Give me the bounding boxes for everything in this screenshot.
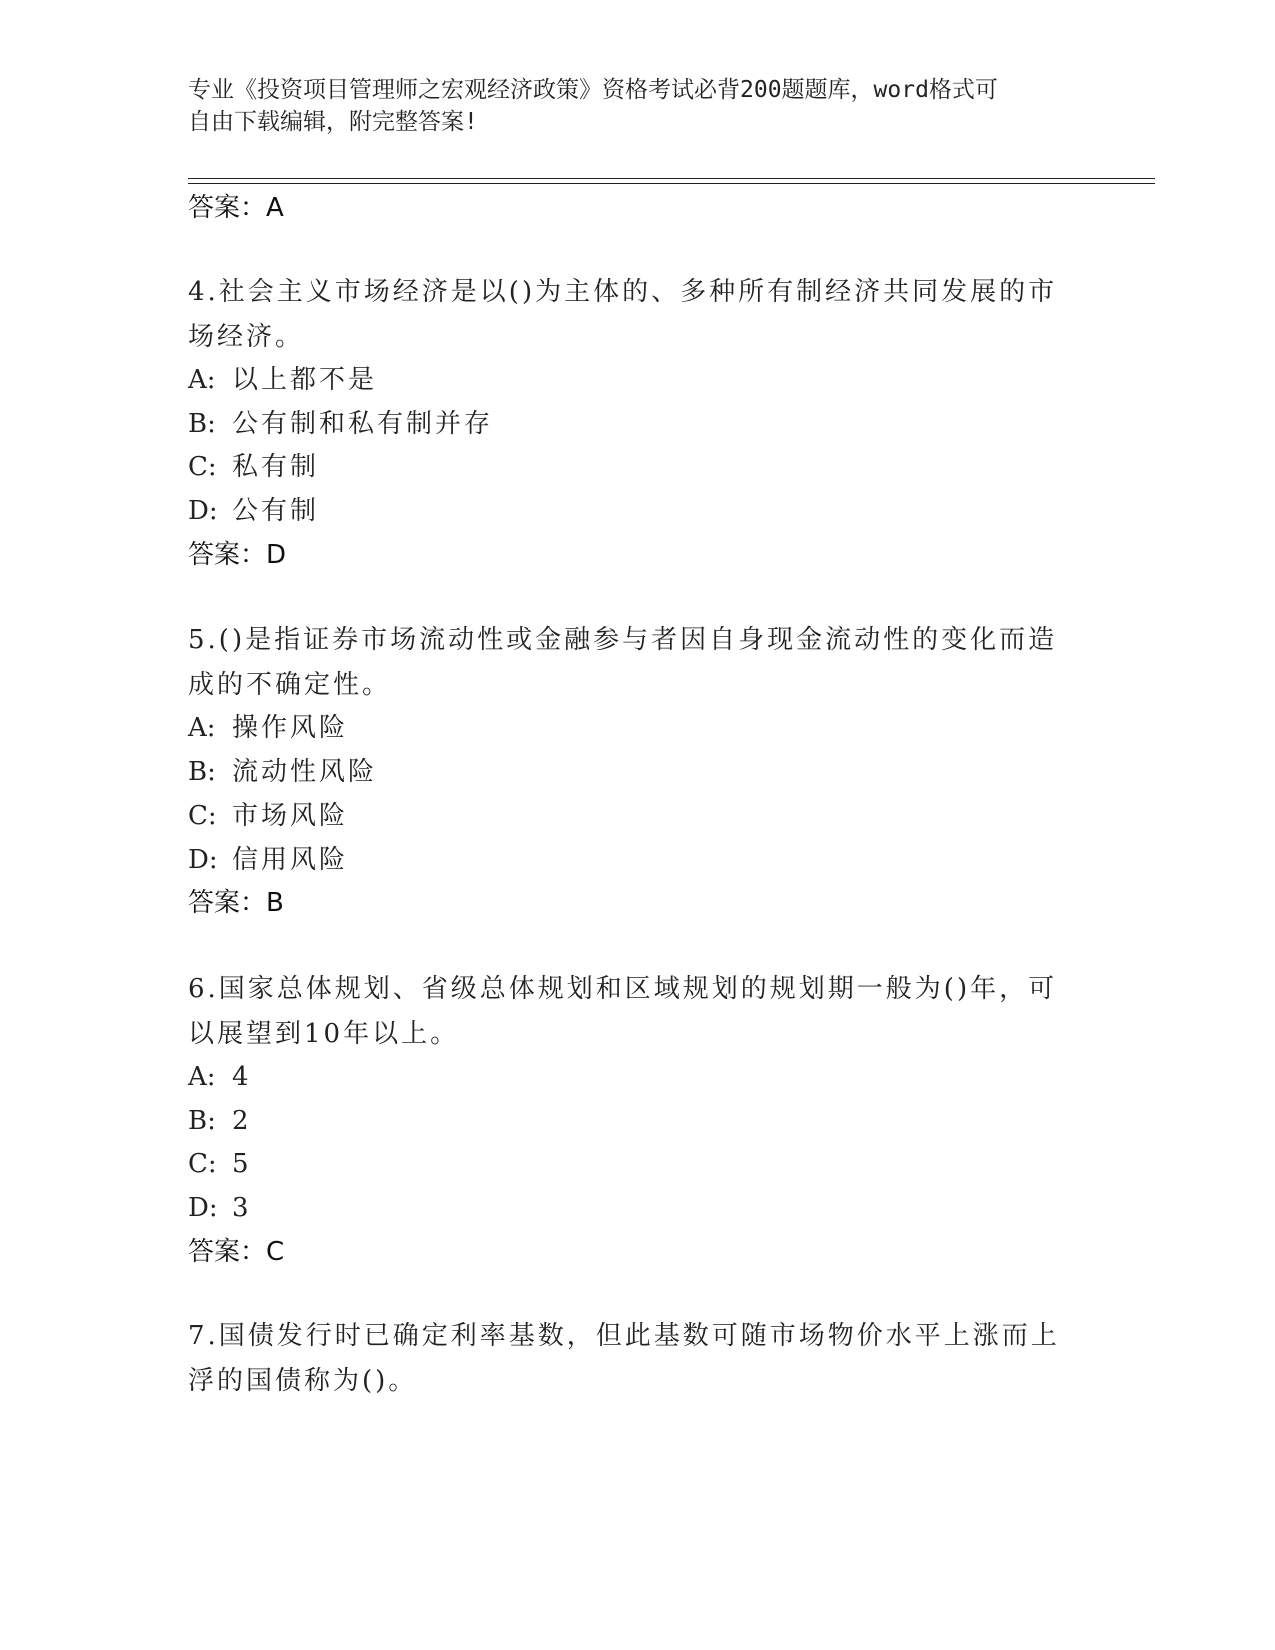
option-a (188, 1059, 252, 1095)
option-c (188, 449, 319, 485)
question-4 (188, 270, 1068, 360)
option-a (188, 362, 377, 398)
option-text: 5 (232, 1149, 252, 1179)
option-b (188, 754, 377, 790)
question-5 (188, 618, 1068, 708)
option-text: 信用风险 (232, 845, 349, 875)
answer-previous: 答案：A (188, 193, 284, 223)
option-text: 2 (232, 1106, 252, 1136)
option-text: 市场风险 (232, 801, 349, 831)
option-key: C: (188, 801, 217, 831)
header-divider-bottom (188, 183, 1155, 184)
option-text: 公有制 (232, 496, 320, 526)
option-d (188, 493, 319, 529)
option-b (188, 406, 493, 442)
option-key: A: (188, 1062, 216, 1092)
question-text-line: 5.()是指证券市场流动性或金融参与者因自身现金流动性的变化而造 (188, 625, 1058, 655)
document-header (188, 74, 1068, 138)
option-key: D: (188, 496, 218, 526)
option-d (188, 1190, 252, 1226)
option-key: B: (188, 757, 216, 787)
option-key: D: (188, 1193, 218, 1223)
header-divider-top (188, 178, 1155, 179)
option-text: 以上都不是 (232, 365, 378, 395)
header-line-2: 自由下载编辑，附完整答案! (188, 109, 478, 135)
option-c (188, 1146, 252, 1182)
question-text-line: 以展望到10年以上。 (188, 1019, 460, 1049)
answer-4: 答案：D (188, 540, 287, 570)
option-text: 公有制和私有制并存 (232, 409, 494, 439)
question-text-line: 4.社会主义市场经济是以()为主体的、多种所有制经济共同发展的市 (188, 277, 1058, 307)
answer-6: 答案：C (188, 1237, 285, 1267)
option-text: 流动性风险 (232, 757, 378, 787)
question-text-line: 成的不确定性。 (188, 670, 392, 700)
option-key: C: (188, 452, 217, 482)
question-text-line: 7.国债发行时已确定利率基数，但此基数可随市场物价水平上涨而上 (188, 1321, 1060, 1351)
option-text: 私有制 (232, 452, 320, 482)
option-text: 4 (232, 1062, 252, 1092)
option-b (188, 1103, 252, 1139)
option-key: A: (188, 713, 216, 743)
option-key: C: (188, 1149, 217, 1179)
option-key: D: (188, 845, 218, 875)
answer-5: 答案：B (188, 888, 284, 918)
option-text: 操作风险 (232, 713, 349, 743)
question-6 (188, 967, 1068, 1057)
question-text-line: 场经济。 (188, 322, 305, 352)
option-text: 3 (232, 1193, 252, 1223)
header-line-1: 专业《投资项目管理师之宏观经济政策》资格考试必背200题题库，word格式可 (188, 77, 998, 103)
question-text-line: 浮的国债称为()。 (188, 1366, 418, 1396)
option-key: B: (188, 409, 216, 439)
option-key: B: (188, 1106, 216, 1136)
option-key: A: (188, 365, 216, 395)
question-7 (188, 1314, 1068, 1404)
option-d (188, 842, 348, 878)
option-c (188, 798, 348, 834)
question-text-line: 6.国家总体规划、省级总体规划和区域规划的规划期一般为()年，可 (188, 974, 1058, 1004)
option-a (188, 710, 348, 746)
